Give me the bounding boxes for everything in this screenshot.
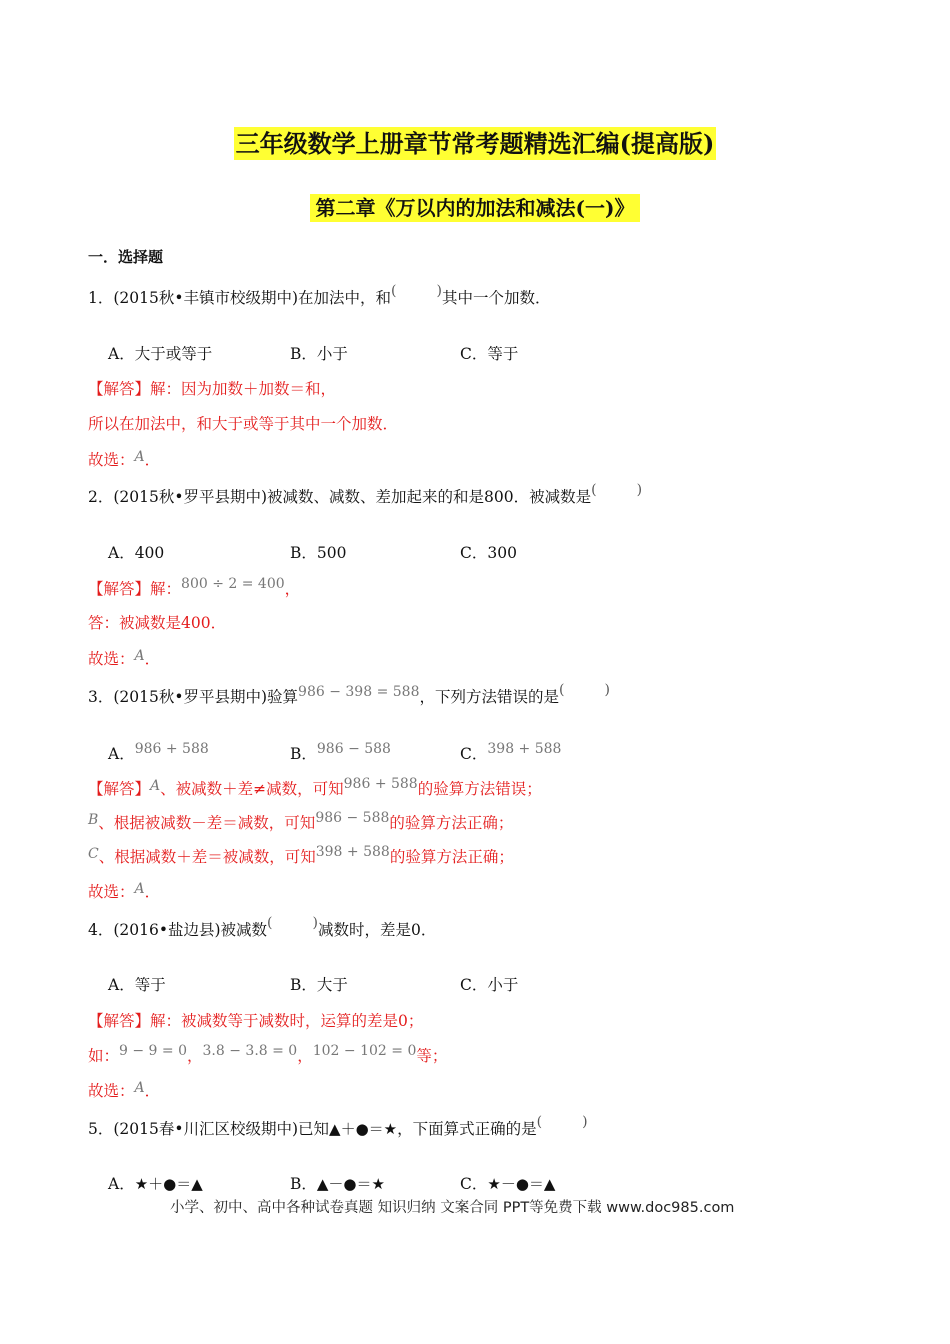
question-3: 3．(2015秋•罗平县期中)验算986 − 398 = 588，下列方法错误的是( ) — [88, 682, 610, 706]
q2-option-a: A．400 — [108, 544, 165, 562]
question-5: 5．(2015春•川汇区校级期中)已知▲＋●＝★，下面算式正确的是( ) — [88, 1114, 588, 1138]
q2-option-b: B．500 — [290, 544, 347, 562]
q4-option-a: A．等于 — [108, 976, 166, 994]
q1-solution-line-1: 【解答】解：因为加数＋加数＝和， — [88, 380, 337, 398]
q3-solution-line-c: C、根据减数＋差＝被减数，可知398 + 588的验算方法正确； — [88, 844, 514, 866]
q2-solution-line-1: 【解答】解：800 ÷ 2 = 400， — [88, 576, 301, 598]
q5-option-b: B．▲－●＝★ — [290, 1175, 385, 1193]
q1-option-a: A．大于或等于 — [108, 345, 213, 363]
q1-option-b: B．小于 — [290, 345, 348, 363]
q2-option-c: C．300 — [460, 544, 517, 562]
q3-option-c: C．398 + 588 — [460, 741, 562, 763]
question-1: 1．(2015秋•丰镇市校级期中)在加法中，和( )其中一个加数． — [88, 283, 551, 307]
question-2: 2．(2015秋•罗平县期中)被减数、减数、差加起来的和是800．被减数是( ) — [88, 482, 643, 506]
q1-option-c: C．等于 — [460, 345, 519, 363]
q1-answer: 故选：A． — [88, 449, 161, 469]
page-footer: 小学、初中、高中各种试卷真题 知识归纳 文案合同 PPT等免费下载 www.doc985.com — [170, 1200, 735, 1216]
q1-solution-line-2: 所以在加法中，和大于或等于其中一个加数． — [88, 415, 399, 433]
q3-solution-line-a: 【解答】A、被减数＋差≠减数，可知986 + 588的验算方法错误； — [88, 776, 542, 798]
q4-option-b: B．大于 — [290, 976, 348, 994]
chapter-subtitle: 第二章《万以内的加法和减法(一)》 — [0, 192, 950, 221]
q3-answer: 故选：A． — [88, 881, 161, 901]
q5-option-c: C．★－●＝▲ — [460, 1175, 556, 1193]
document-title: 三年级数学上册章节常考题精选汇编(提高版) — [235, 129, 715, 158]
q2-solution-line-2: 答：被减数是400． — [88, 614, 227, 632]
q3-option-a: A．986 + 588 — [108, 741, 209, 763]
q3-solution-line-b: B、根据被减数－差＝减数，可知986 − 588的验算方法正确； — [88, 810, 514, 832]
q4-option-c: C．小于 — [460, 976, 519, 994]
q5-option-a: A．★＋●＝▲ — [108, 1175, 203, 1193]
q2-answer: 故选：A． — [88, 648, 161, 668]
q4-answer: 故选：A． — [88, 1080, 161, 1100]
q3-option-b: B．986 − 588 — [290, 741, 391, 763]
q4-solution-line-1: 【解答】解：被减数等于减数时，运算的差是0； — [88, 1012, 424, 1030]
section-heading: 一．选择题 — [88, 248, 164, 266]
question-4: 4．(2016•盐边县)被减数( )减数时，差是0． — [88, 915, 437, 939]
q4-solution-line-2: 如：9 − 9 = 0，3.8 − 3.8 = 0，102 − 102 = 0等； — [88, 1043, 448, 1065]
